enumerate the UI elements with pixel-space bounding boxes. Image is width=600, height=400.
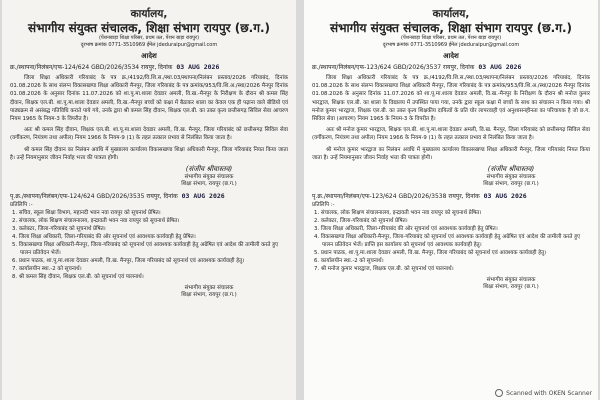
list-item: 5. विकासखण्ड शिक्षा अधिकारी-मैनपुर, जिला-गरियाबंद को सूचनार्थ एवं आवश्यक कार्यवाही हेतु अग्रेषित एवं आदेश की तामीली करते हुए पालन प्रतिवेदन भेजें। [12,241,279,256]
letterhead [304,8,598,49]
office-contact: दूरभाष क्रमांक 0771-3510969 ईमेल jdeduraipur@gmail.com [80,42,218,48]
order-paragraph-2: अतः श्री मनोज कुमार भारद्वाज, शिक्षक एल.बी. शा.पू.मा.शाला देवडार अमली, वि.ख. मैनपुर, जिला गरियाबंद को छत्तीसगढ़ सिविल सेवा (वर्गीकरण, नियंत्रण तथा अपील) नियम 1966 के नियम-9 (1) के तहत तत्काल प्रभाव से निलंबित किया जाता है। [312,127,590,142]
scanner-watermark [495,389,592,397]
list-item: 6. कार्यालयीन स्था.-2 को सूचनार्थ। [314,257,384,264]
signature-title: संभागीय संयुक्त संचालक [486,276,536,283]
signature-name: (संजीव श्रीवास्तव) [185,165,233,174]
list-item: 3. जिला शिक्षा अधिकारी, जिला-गरियाबंद की ओर सूचनार्थ एवं आवश्यक कार्यवाही हेतु प्रेषित। [314,225,498,232]
order-title: आदेश [443,52,459,60]
signature-name: (संजीव श्रीवास्तव) [487,165,535,174]
signature-place: शिक्षा संभाग, रायपुर (छ.ग.) [483,284,539,291]
signature-block [122,166,296,189]
signature-title: संभागीय संयुक्त संचालक [184,284,234,291]
copy-reference [304,192,598,200]
scanner-watermark-text: Scanned with OKEN Scanner [506,389,592,397]
order-paragraph-3: श्री मनोज कुमार भारद्वाज का निलंबन अवधि में मुख्यालय कार्यालय विकासखण्ड शिक्षा अधिकारी मैनपुर, जिला गरियाबंद नियत किया जाता है। उन्हें नियमानुसार जीवन निर्वाह भत्ता की पात्रता होगी। [312,146,590,161]
letterhead [2,8,296,49]
list-item: 5. प्रधान पाठक, शा.पू.मा.शाला देवडार अमली, वि.ख. मैनपुर, जिला गरियाबंद को सूचनार्थ एवं आवश्यक कार्यवाही हेतु। [314,249,547,256]
copy-date-stamp: 03 AUG 2026 [483,191,527,200]
copy-reference [2,192,296,200]
order-reference-text: क्र./स्थापना/निलंबन/एफ-124/624 GBD/2026/3534 रायपुर, दिनांक [10,64,173,71]
signature-place: शिक्षा संभाग, रायपुर (छ.ग.) [181,292,237,299]
office-label: कार्यालय, [432,8,470,20]
signature-block-2 [122,285,296,300]
list-item: 7. कार्यालयीन स्था.-2 को सूचनार्थ। [12,265,82,272]
signature-block [424,166,598,189]
signature-block-2 [424,277,598,292]
left-document-page [2,0,296,400]
list-item: 6. प्रधान पाठक, शा.पू.मा.शाला देवडार अमली, वि.ख. मैनपुर, जिला गरियाबंद को सूचनार्थ एवं आवश्यक कार्यवाही हेतु। [12,257,245,264]
office-name: संभागीय संयुक्त संचालक, शिक्षा संभाग रायपुर (छ.ग.) [330,21,572,35]
date-stamp: 03 AUG 2026 [478,63,522,71]
office-address: (पेंशनबाड़ा शिक्षा परिसर, प्रथम तल, पेंशन बाड़ा रायपुर) [98,35,200,41]
order-paragraph-1: जिला शिक्षा अधिकारी गरियाबंद के पत्र क्र./4192/वि.शि.स./स्था.03/स्थापना/निलंबन प्रस्ताव/2026 गरियाबंद, दिनांक 01.08.2026 के साथ संलग्न विकासखण्ड शिक्षा अधिकारी मैनपुर, जिला गरियाबंद के पत्र क्रमांक/953/वि.शि.अ./स्था/2026 मैनपुर दिनांक 01.08.2026 के अनुसार दिनांक 11.07.2026 को शा.पू.मा.शाला देवडार अमली, वि.ख.-मैनपुर के निरीक्षण के दौरान श्री मनोज कुमार भारद्वाज, शिक्षक एल.बी. का शाला के विद्यालय में उपस्थित पाया गया, उनके द्वारा स्कूल कक्षा में बच्चों के साथ का संचालन न किया गया। श्री मनोज कुमार भारद्वाज, शिक्षक एल.बी. का उक्त कृत्य शिक्षकीय दायित्वों के प्रति घोर लापरवाही एवं अनुशासनहीनता का परिचायक है जो छ.ग. सिविल सेवा (आचरण) नियम 1965 के नियम-3 के विपरीत है। [312,75,590,123]
order-title: आदेश [141,52,157,60]
signature-place: शिक्षा संभाग, रायपुर (छ.ग.) [181,181,237,188]
list-item: 1. सचिव, स्कूल शिक्षा विभाग, महानदी भवन नवा रायपुर को सूचनार्थ प्रेषित। [12,209,161,216]
scanner-logo-icon [495,389,503,397]
copy-list [2,209,296,281]
copy-date-stamp: 03 AUG 2026 [181,191,225,200]
list-item: 2. संचालक, लोक शिक्षण संचालनालय, इन्द्रावती भवन नवा रायपुर को सूचनार्थ प्रेषित। [12,217,180,224]
order-reference-text: क्र./स्थापना/निलंबन/एफ-123/624 GBD/2026/3537 रायपुर, दिनांक [312,64,475,71]
list-item: 1. संचालक, लोक शिक्षण संचालनालय, इन्द्रावती भवन नवा रायपुर को सूचनार्थ प्रेषित। [314,209,482,216]
list-item: 8. श्री कमल सिंह दीवान, शिक्षक एल.बी. को सूचनार्थ एवं पालनार्थ। [12,273,144,280]
signature-title: संभागीय संयुक्त संचालक [486,173,536,180]
list-item: 4. जिला शिक्षा अधिकारी, जिला-गरियाबंद की ओर सूचनार्थ एवं आवश्यक कार्यवाही हेतु प्रेषित। [12,233,196,240]
order-reference [304,63,598,71]
copy-reference-text: पृ.क्र./स्थापना/निलंबन/एफ-123/624 GBD/2026/3538 रायपुर, दिनांक [312,192,480,200]
copy-reference-text: पृ.क्र./स्थापना/निलंबन/एफ-124/624 GBD/2026/3535 रायपुर, दिनांक [10,192,178,200]
office-name: संभागीय संयुक्त संचालक, शिक्षा संभाग रायपुर (छ.ग.) [28,21,270,35]
order-reference [2,63,296,71]
right-document-page [304,0,598,400]
copy-intro: प्रतिलिपि :- [312,201,335,208]
office-address: (पेंशनबाड़ा शिक्षा परिसर, प्रथम तल, पेंशन बाड़ा रायपुर) [400,35,502,41]
list-item: 7. श्री मनोज कुमार भारद्वाज, शिक्षक एल.बी. को सूचनार्थ एवं पालनार्थ। [314,265,454,272]
date-stamp: 03 AUG 2026 [176,63,220,71]
order-paragraph-1: जिला शिक्षा अधिकारी गरियाबंद के पत्र क्र./4192/वि.शि.स./स्था.03/स्थापना/निलंबन प्रस्ताव/2026 गरियाबंद, दिनांक 01.08.2026 के साथ संलग्न विकासखण्ड शिक्षा अधिकारी मैनपुर, जिला गरियाबंद के पत्र क्रमांक/953/वि.शि.अ./स्था/2026 मैनपुर दिनांक 01.08.2026 के अनुसार दिनांक 11.07.2026 को शा.पू.मा.शाला देवडार अमली, वि.ख.-मैनपुर के निरीक्षण के दौरान श्री कमल सिंह दीवान, शिक्षक एल.बी. शा.पू.मा.शाला देवडार अमली, वि.ख.-मैनपुर बच्चों को कक्षा में बैठाकर शाला का केवल एक ही पढ़ाना वाले बीडियो एवं पाठ्यक्रम से असंबद्ध गतिविधि कराते पाये गये, उनके द्वारा श्री कमल सिंह दीवान, शिक्षक एल.बी. का उक्त कृत्य छत्तीसगढ़ सिविल सेवा आचरण नियम 1965 के नियम-3 के विपरीत है। [10,75,288,123]
order-paragraph-3: श्री कमल सिंह दीवान का निलंबन अवधि में मुख्यालय कार्यालय विकासखण्ड शिक्षा अधिकारी मैनपुर, जिला गरियाबंद नियत किया जाता है। उन्हें नियमानुसार जीवन निर्वाह भत्ता की पात्रता होगी। [10,146,288,161]
office-label: कार्यालय, [130,8,168,20]
list-item: 2. कलेक्टर, जिला-गरियाबंद को सूचनार्थ प्रेषित। [314,217,408,224]
copy-list [304,209,598,273]
list-item: 3. कलेक्टर, जिला-गरियाबंद को सूचनार्थ प्रेषित। [12,225,106,232]
order-paragraph-2: अतः श्री कमल सिंह दीवान, शिक्षक एल.बी. शा.पू.मा.शाला देवडार अमली, वि.ख. मैनपुर, जिला गरियाबंद को छत्तीसगढ़ सिविल सेवा (वर्गीकरण, नियंत्रण तथा अपील) नियम 1966 के नियम-9 (1) के तहत तत्काल प्रभाव से निलंबित किया जाता है। [10,127,288,142]
signature-title: संभागीय संयुक्त संचालक [184,173,234,180]
list-item: 4. विकासखण्ड शिक्षा अधिकारी-मैनपुर, जिला-गरियाबंद को सूचनार्थ एवं आवश्यक कार्यवाही हेतु अग्रेषित एवं आदेश की तामीली करते हुए पालन प्रतिवेदन भेजें। प्राप्ति इस कार्यालय को सूचनार्थ एवं आवश्यक कार्यवाही हेतु। [314,233,581,248]
office-contact: दूरभाष क्रमांक 0771-3510969 ईमेल jdeduraipur@gmail.com [382,42,520,48]
signature-place: शिक्षा संभाग, रायपुर (छ.ग.) [483,181,539,188]
copy-intro: प्रतिलिपि :- [10,201,33,208]
